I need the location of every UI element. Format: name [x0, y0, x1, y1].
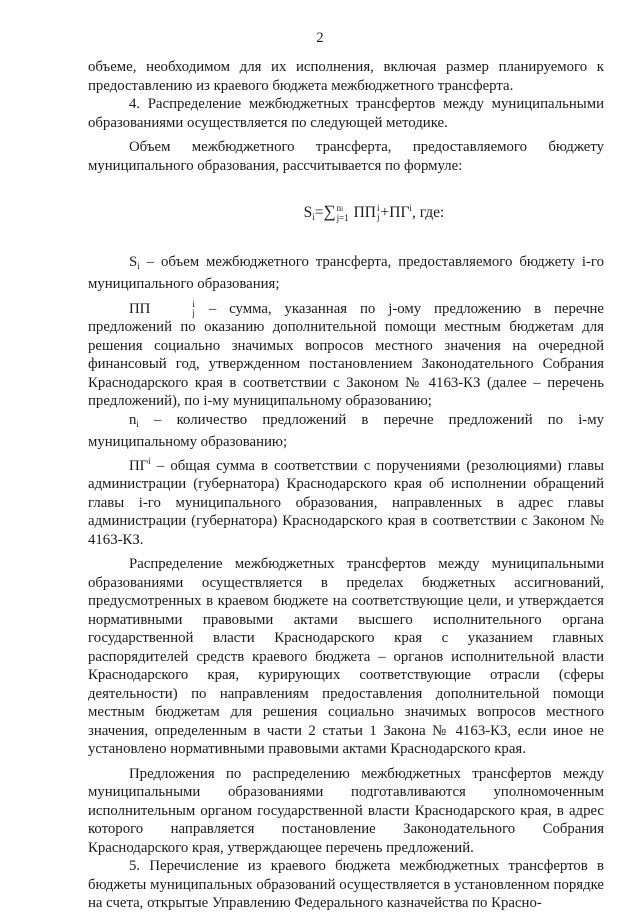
- definition-pg: [88, 452, 604, 550]
- definition-s: [88, 253, 604, 294]
- symbol-s-index: i: [137, 260, 140, 271]
- symbol-pg: ПГ: [129, 457, 149, 474]
- formula-pp: ПП: [353, 204, 376, 221]
- symbol-pp-sub: j: [192, 308, 195, 319]
- symbol-n-index: i: [136, 418, 139, 429]
- symbol-s: S: [129, 253, 138, 270]
- symbol-pp-indices: [151, 300, 195, 318]
- symbol-pp: ПП: [129, 300, 151, 317]
- formula: [116, 199, 632, 227]
- paragraph-continued: объеме, необходимом для их исполнения, включая размер планируемого к предоставлению из краевого бюджета межбюджетного трансферта.: [88, 59, 604, 94]
- page-number: 2: [316, 30, 324, 46]
- document-body: [88, 58, 604, 913]
- definition-n: [88, 411, 604, 452]
- formula-equals: =: [314, 204, 324, 221]
- sum-upper-n-index: i: [341, 204, 344, 213]
- definition-pp-text: – сумма, указанная по j-ому предложению в перечне предложений по оказанию дополнительной помощи местным бюджетам для решения социально значимых вопросов местного значения на очередной финансовый год, утвержденном постановлением Законодательного Собрания Краснодарского края в соответствии с Законом № 4163-КЗ (далее – перечень предложений), по i-му муниципальному образованию;: [88, 300, 604, 410]
- definition-pp: [88, 300, 604, 411]
- sum-limits: [337, 204, 349, 223]
- paragraph-distribution: Распределение межбюджетных трансфертов между муниципальными образованиями осуществляется в пределах бюджетных ассигнований, предусмотренных в краевом бюджете на соответствующие цели, и утверждается нормативными правовыми актами высшего исполнительного органа государственной власти Краснодарского края с указанием главных распорядителей средств краевого бюджета – органов исполнительной власти Краснодарского края, курирующих соответствующие отрасли (сферы деятельности) по направлениям предоставления дополнительной помощи местным бюджетам для решения социально значимых вопросов местного значения, определенным в части 2 статьи 1 Закона № 4163-КЗ, если иное не установлено нормативными правовыми актами Краснодарского края.: [88, 556, 604, 758]
- paragraph-section-5: 5. Перечисление из краевого бюджета межбюджетных трансфертов в бюджеты муниципальных образований осуществляется в установленном порядке на счета, открытые Управлению Федерального казначейства по Красно-: [88, 858, 604, 912]
- pp-indices: [377, 204, 380, 222]
- pp-superscript: i: [377, 203, 380, 214]
- symbol-pg-sup: i: [148, 455, 151, 466]
- paragraph-section-4: 4. Распределение межбюджетных трансфертов между муниципальными образованиями осуществляется по следующей методике.: [88, 96, 604, 131]
- pg-superscript: i: [409, 203, 412, 213]
- sum-symbol: ∑: [323, 202, 336, 221]
- sum-upper-n: n: [336, 202, 342, 213]
- definition-n-text: – количество предложений в перечне предложений по i-му муниципальному образованию;: [88, 411, 605, 451]
- pp-subscript: j: [377, 212, 380, 223]
- formula-s: S: [303, 204, 313, 221]
- paragraph-formula-intro: Объем межбюджетного трансферта, предоставляемого бюджету муниципального образования, рассчитывается по формуле:: [88, 139, 604, 174]
- formula-plus-pg: +ПГ: [380, 204, 410, 221]
- formula-s-index: i: [312, 212, 315, 222]
- sum-lower-limit: j=1: [336, 212, 349, 223]
- symbol-pp-sup: i: [192, 299, 195, 310]
- formula-tail: , где:: [411, 204, 445, 221]
- definition-s-text: – объем межбюджетного трансферта, предоставляемого бюджету i-го муниципального образования;: [88, 253, 604, 292]
- paragraph-proposals: Предложения по распределению межбюджетных трансфертов между муниципальными образованиями подготавливаются уполномоченным исполнительным органом государственной власти Краснодарского края, в адрес которого направляется постановление Законодательного Собрания Краснодарского края, утверждающее перечень предложений.: [88, 765, 604, 856]
- definition-pg-text: – общая сумма в соответствии с поручениями (резолюциями) главы администрации (губернатора) Краснодарского края об исполнении обращений главы i-го муниципального образования, направленных в адрес главы администрации (губернатора) Краснодарского края в соответствии с Законом № 4163-КЗ.: [88, 457, 604, 548]
- symbol-n: n: [129, 411, 137, 428]
